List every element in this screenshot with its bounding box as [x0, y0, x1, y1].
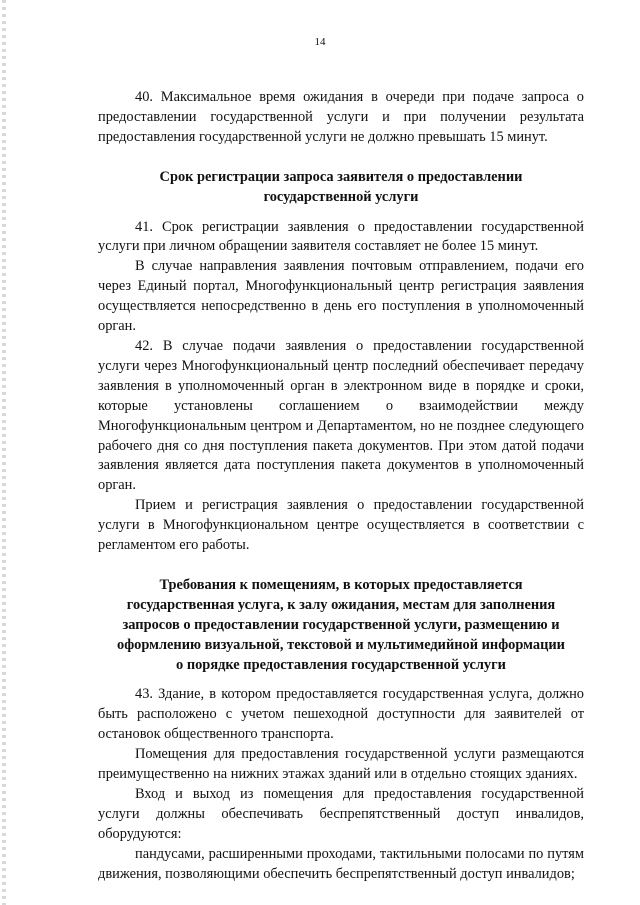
paragraph-42-reception: Прием и регистрация заявления о предоставлении государственной услуги в Многофункциональном центре осуществляется в соответствии с регламентом его работы.	[98, 497, 584, 554]
paragraph-43-floors: Помещения для предоставления государственной услуги размещаются преимущественно на нижних этажах зданий или в отдельно стоящих зданиях.	[98, 746, 584, 783]
section-heading-premises: Требования к помещениям, в которых предоставляется государственная услуга, к залу ожидания, местам для заполнения запросов о предоставлении государственной услуги, размещению и оформлению визуальной, текстовой и мультимедийной информации о порядке предоставления государственной услуги	[117, 576, 565, 673]
paragraph-40: 40. Максимальное время ожидания в очереди при подаче запроса о предоставлении государственной услуги и при получении результата предоставления государственной услуги не должно превышать 15 минут.	[98, 89, 584, 145]
paragraph-43: 43. Здание, в котором предоставляется государственная услуга, должно быть расположено с учетом пешеходной доступности для заявителей от остановок общественного транспорта.	[98, 686, 584, 743]
section-heading-registration: Срок регистрации запроса заявителя о предоставлении государственной услуги	[159, 168, 523, 205]
scan-edge	[2, 0, 6, 905]
document-body	[98, 88, 584, 885]
page-number: 14	[314, 36, 326, 48]
paragraph-41-mail: В случае направления заявления почтовым отправлением, подачи его через Единый портал, Многофункциональный центр регистрация заявления осуществляется непосредственно в день его поступления в уполномоченный орган.	[98, 258, 584, 335]
paragraph-42: 42. В случае подачи заявления о предоставлении государственной услуги через Многофункциональный центр последний обеспечивает передачу заявления в уполномоченный орган в электронном виде в порядке и сроки, которые установлены соглашением о взаимодействии между Многофункциональным центром и Департаментом, но не позднее следующего рабочего дня со дня поступления пакета документов. При этом датой подачи заявления является дата поступления пакета документов в уполномоченный орган.	[98, 337, 584, 494]
paragraph-43-ramps: пандусами, расширенными проходами, тактильными полосами по путям движения, позволяющими обеспечить беспрепятственный доступ инвалидов;	[98, 845, 584, 882]
paragraph-43-entrance: Вход и выход из помещения для предоставления государственной услуги должны обеспечивать беспрепятственный доступ инвалидов, оборудуются:	[98, 786, 584, 842]
paragraph-41: 41. Срок регистрации заявления о предоставлении государственной услуги при личном обращении заявителя составляет не более 15 минут.	[98, 218, 584, 255]
